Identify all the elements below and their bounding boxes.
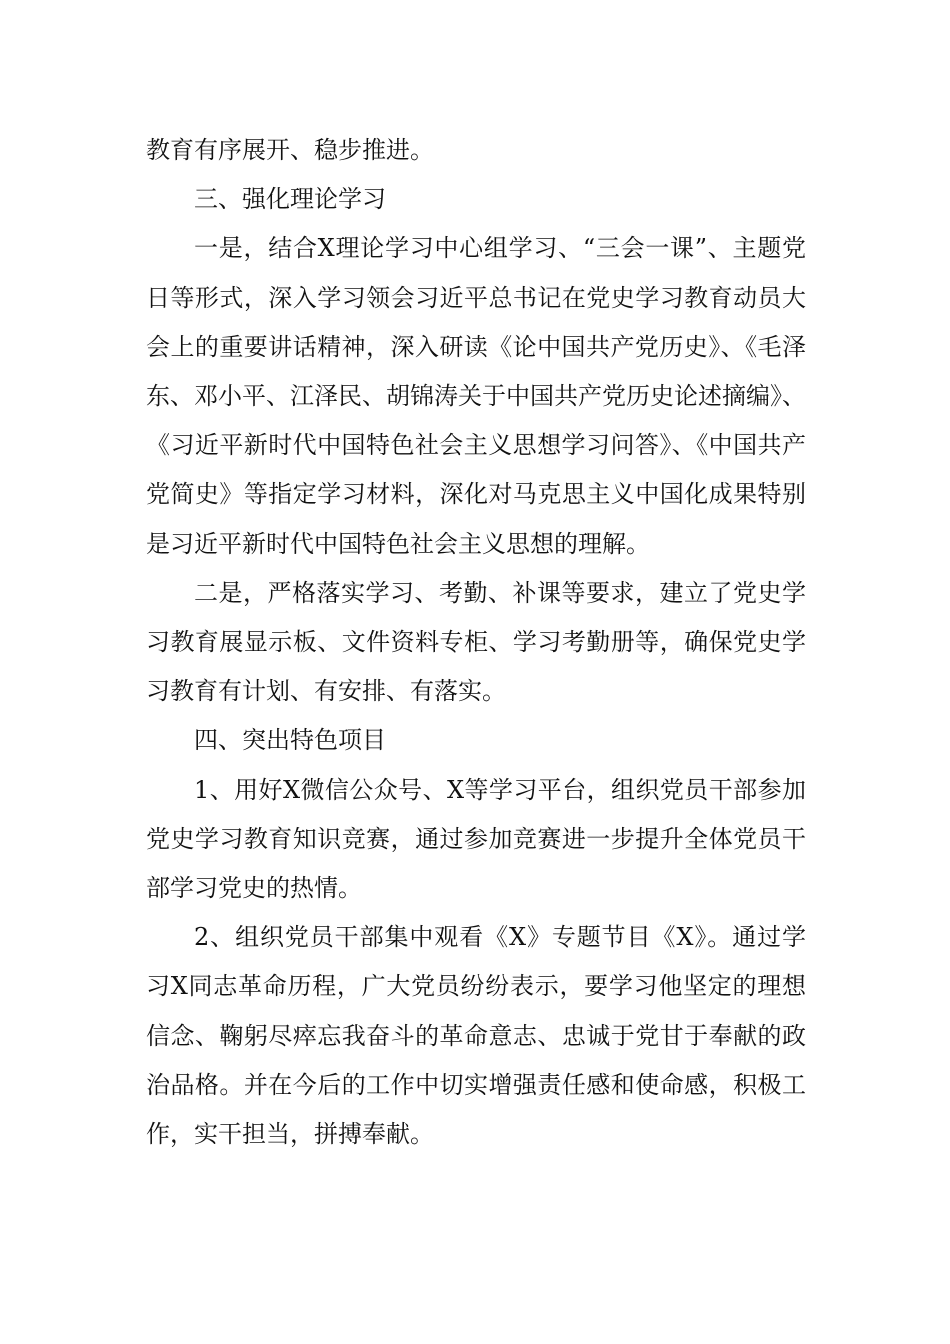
paragraph-continuation: 教育有序展开、稳步推进。	[146, 136, 434, 164]
paragraph-first-point: 一是，结合X理论学习中心组学习、“三会一课”、主题党日等形式，深入学习领会习近平总书记在党史学习教育动员大会上的重要讲话精神，深入研读《论中国共产党历史》、《毛泽东、邓小平、江泽民、胡锦涛关于中国共产党历史论述摘编》、《习近平新时代中国特色社会主义思想学习问答》、《中国共产党简史》等指定学习材料，深化对马克思主义中国化成果特别是习近平新时代中国特色社会主义思想的理解。	[146, 234, 806, 558]
document-body	[146, 126, 806, 1159]
paragraph-item-2: 2、组织党员干部集中观看《X》专题节目《X》。通过学习X同志革命历程，广大党员纷纷表示，要学习他坚定的理想信念、鞠躬尽瘁忘我奋斗的革命意志、忠诚于党甘于奉献的政治品格。并在今后的工作中切实增强责任感和使命感，积极工作，实干担当，拼搏奉献。	[146, 923, 806, 1149]
paragraph-item-1: 1、用好X微信公众号、X等学习平台，组织党员干部参加党史学习教育知识竞赛，通过参加竞赛进一步提升全体党员干部学习党史的热情。	[146, 775, 806, 903]
section-heading-strengthen-theory: 三、强化理论学习	[194, 185, 386, 214]
paragraph-second-point: 二是，严格落实学习、考勤、补课等要求，建立了党史学习教育展显示板、文件资料专柜、学习考勤册等，确保党史学习教育有计划、有安排、有落实。	[146, 578, 806, 706]
section-heading-featured-projects: 四、突出特色项目	[194, 726, 386, 755]
